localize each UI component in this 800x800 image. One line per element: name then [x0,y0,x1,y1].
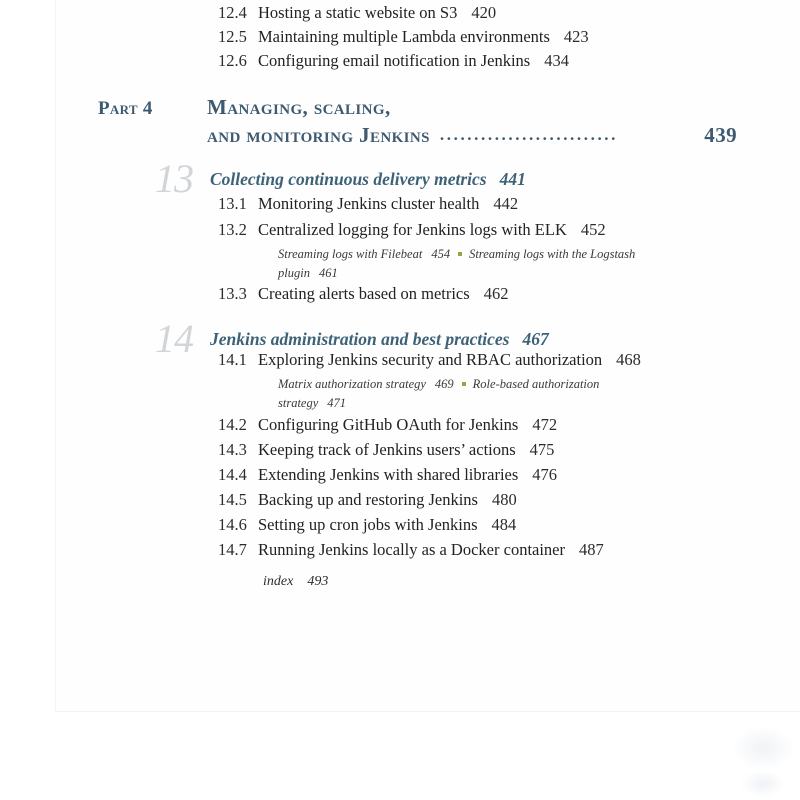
section-page-number: 476 [532,465,558,484]
section-title: Setting up cron jobs with Jenkins [258,515,478,534]
subsection-page-number: 471 [327,395,347,410]
index-label: index [263,574,294,589]
section-title: Centralized logging for Jenkins logs with ELK [258,220,567,239]
section-page-number: 468 [616,350,641,369]
subsection-title: Role-based authorization strategy [278,377,600,410]
section-number: 14.3 [218,440,247,459]
section-number: 14.7 [218,540,247,559]
toc-section-row [218,467,557,484]
section-page-number: 484 [491,515,517,534]
section-title: Exploring Jenkins security and RBAC authorization [258,350,603,369]
chapter-number: 14 [155,316,193,361]
subsection-separator-icon [462,382,466,386]
subsection-page-number: 454 [431,247,451,261]
section-number: 12.6 [218,51,247,70]
toc-section-row [218,286,508,303]
part-title-wrapper [207,94,737,149]
section-page-number: 480 [491,490,517,509]
section-page-number: 475 [529,440,555,459]
subsection-title: Streaming logs with Filebeat [278,247,423,261]
section-title: Backing up and restoring Jenkins [258,490,478,509]
section-page-number: 442 [493,194,519,213]
section-title: Creating alerts based on metrics [258,284,470,303]
toc-section-row [218,542,604,559]
section-title: Running Jenkins locally as a Docker container [258,540,565,559]
section-page-number: 452 [580,220,606,239]
toc-section-row [218,417,557,434]
subsection-title: Streaming logs with the Logstash plugin [278,247,636,280]
toc-section-row [218,222,606,239]
subsection-title: Matrix authorization strategy [278,377,426,391]
chapter-page-number: 441 [499,169,526,189]
section-page-number: 420 [471,3,497,22]
section-number: 13.1 [218,194,247,213]
subsection-page-number: 461 [318,265,338,280]
part-page-number: 439 [704,122,737,147]
section-number: 14.6 [218,515,247,534]
section-page-number: 472 [532,415,558,434]
chapter-title-text: Collecting continuous delivery metrics [210,169,487,189]
toc-section-row [218,492,517,509]
section-number: 12.4 [218,3,247,22]
part-title-line-2: and monitoring Jenkins [207,122,430,147]
section-number: 13.2 [218,220,247,239]
section-title: Keeping track of Jenkins users’ actions [258,440,516,459]
section-number: 12.5 [218,27,247,46]
part-label: Part 4 [98,98,153,119]
section-page-number: 434 [544,51,569,70]
toc-section-row [218,5,496,22]
toc-section-row [218,352,641,369]
section-title: Configuring email notification in Jenkins [258,51,531,70]
part-title-line-2-row [207,122,737,150]
chapter-page-number: 467 [522,329,549,349]
section-page-number: 423 [563,27,589,46]
chapter-number: 13 [155,156,193,201]
section-number: 14.4 [218,465,247,484]
chapter-title-text: Jenkins administration and best practices [210,329,510,349]
section-number: 13.3 [218,284,247,303]
section-number: 14.2 [218,415,247,434]
section-page-number: 487 [579,540,604,559]
index-entry [263,574,328,590]
subsection-entries [278,375,650,413]
section-number: 14.1 [218,350,247,369]
section-title: Configuring GitHub OAuth for Jenkins [258,415,519,434]
subsection-separator-icon [458,252,462,256]
section-page-number: 462 [483,284,509,303]
index-page-number: 493 [307,574,329,589]
leader-dots: .......................... [439,124,618,144]
toc-section-row [218,29,589,46]
toc-section-row [218,53,569,70]
section-number: 14.5 [218,490,247,509]
toc-section-row [218,196,518,213]
part-title-line-1: Managing, scaling, [207,95,391,119]
section-title: Hosting a static website on S3 [258,3,458,22]
section-title: Monitoring Jenkins cluster health [258,194,480,213]
chapter-title [210,169,526,190]
subsection-page-number: 469 [434,377,454,391]
chapter-title [210,329,549,350]
toc-section-row [218,442,554,459]
subsection-entries [278,245,650,283]
section-title: Extending Jenkins with shared libraries [258,465,519,484]
toc-section-row [218,517,516,534]
section-title: Maintaining multiple Lambda environments [258,27,550,46]
